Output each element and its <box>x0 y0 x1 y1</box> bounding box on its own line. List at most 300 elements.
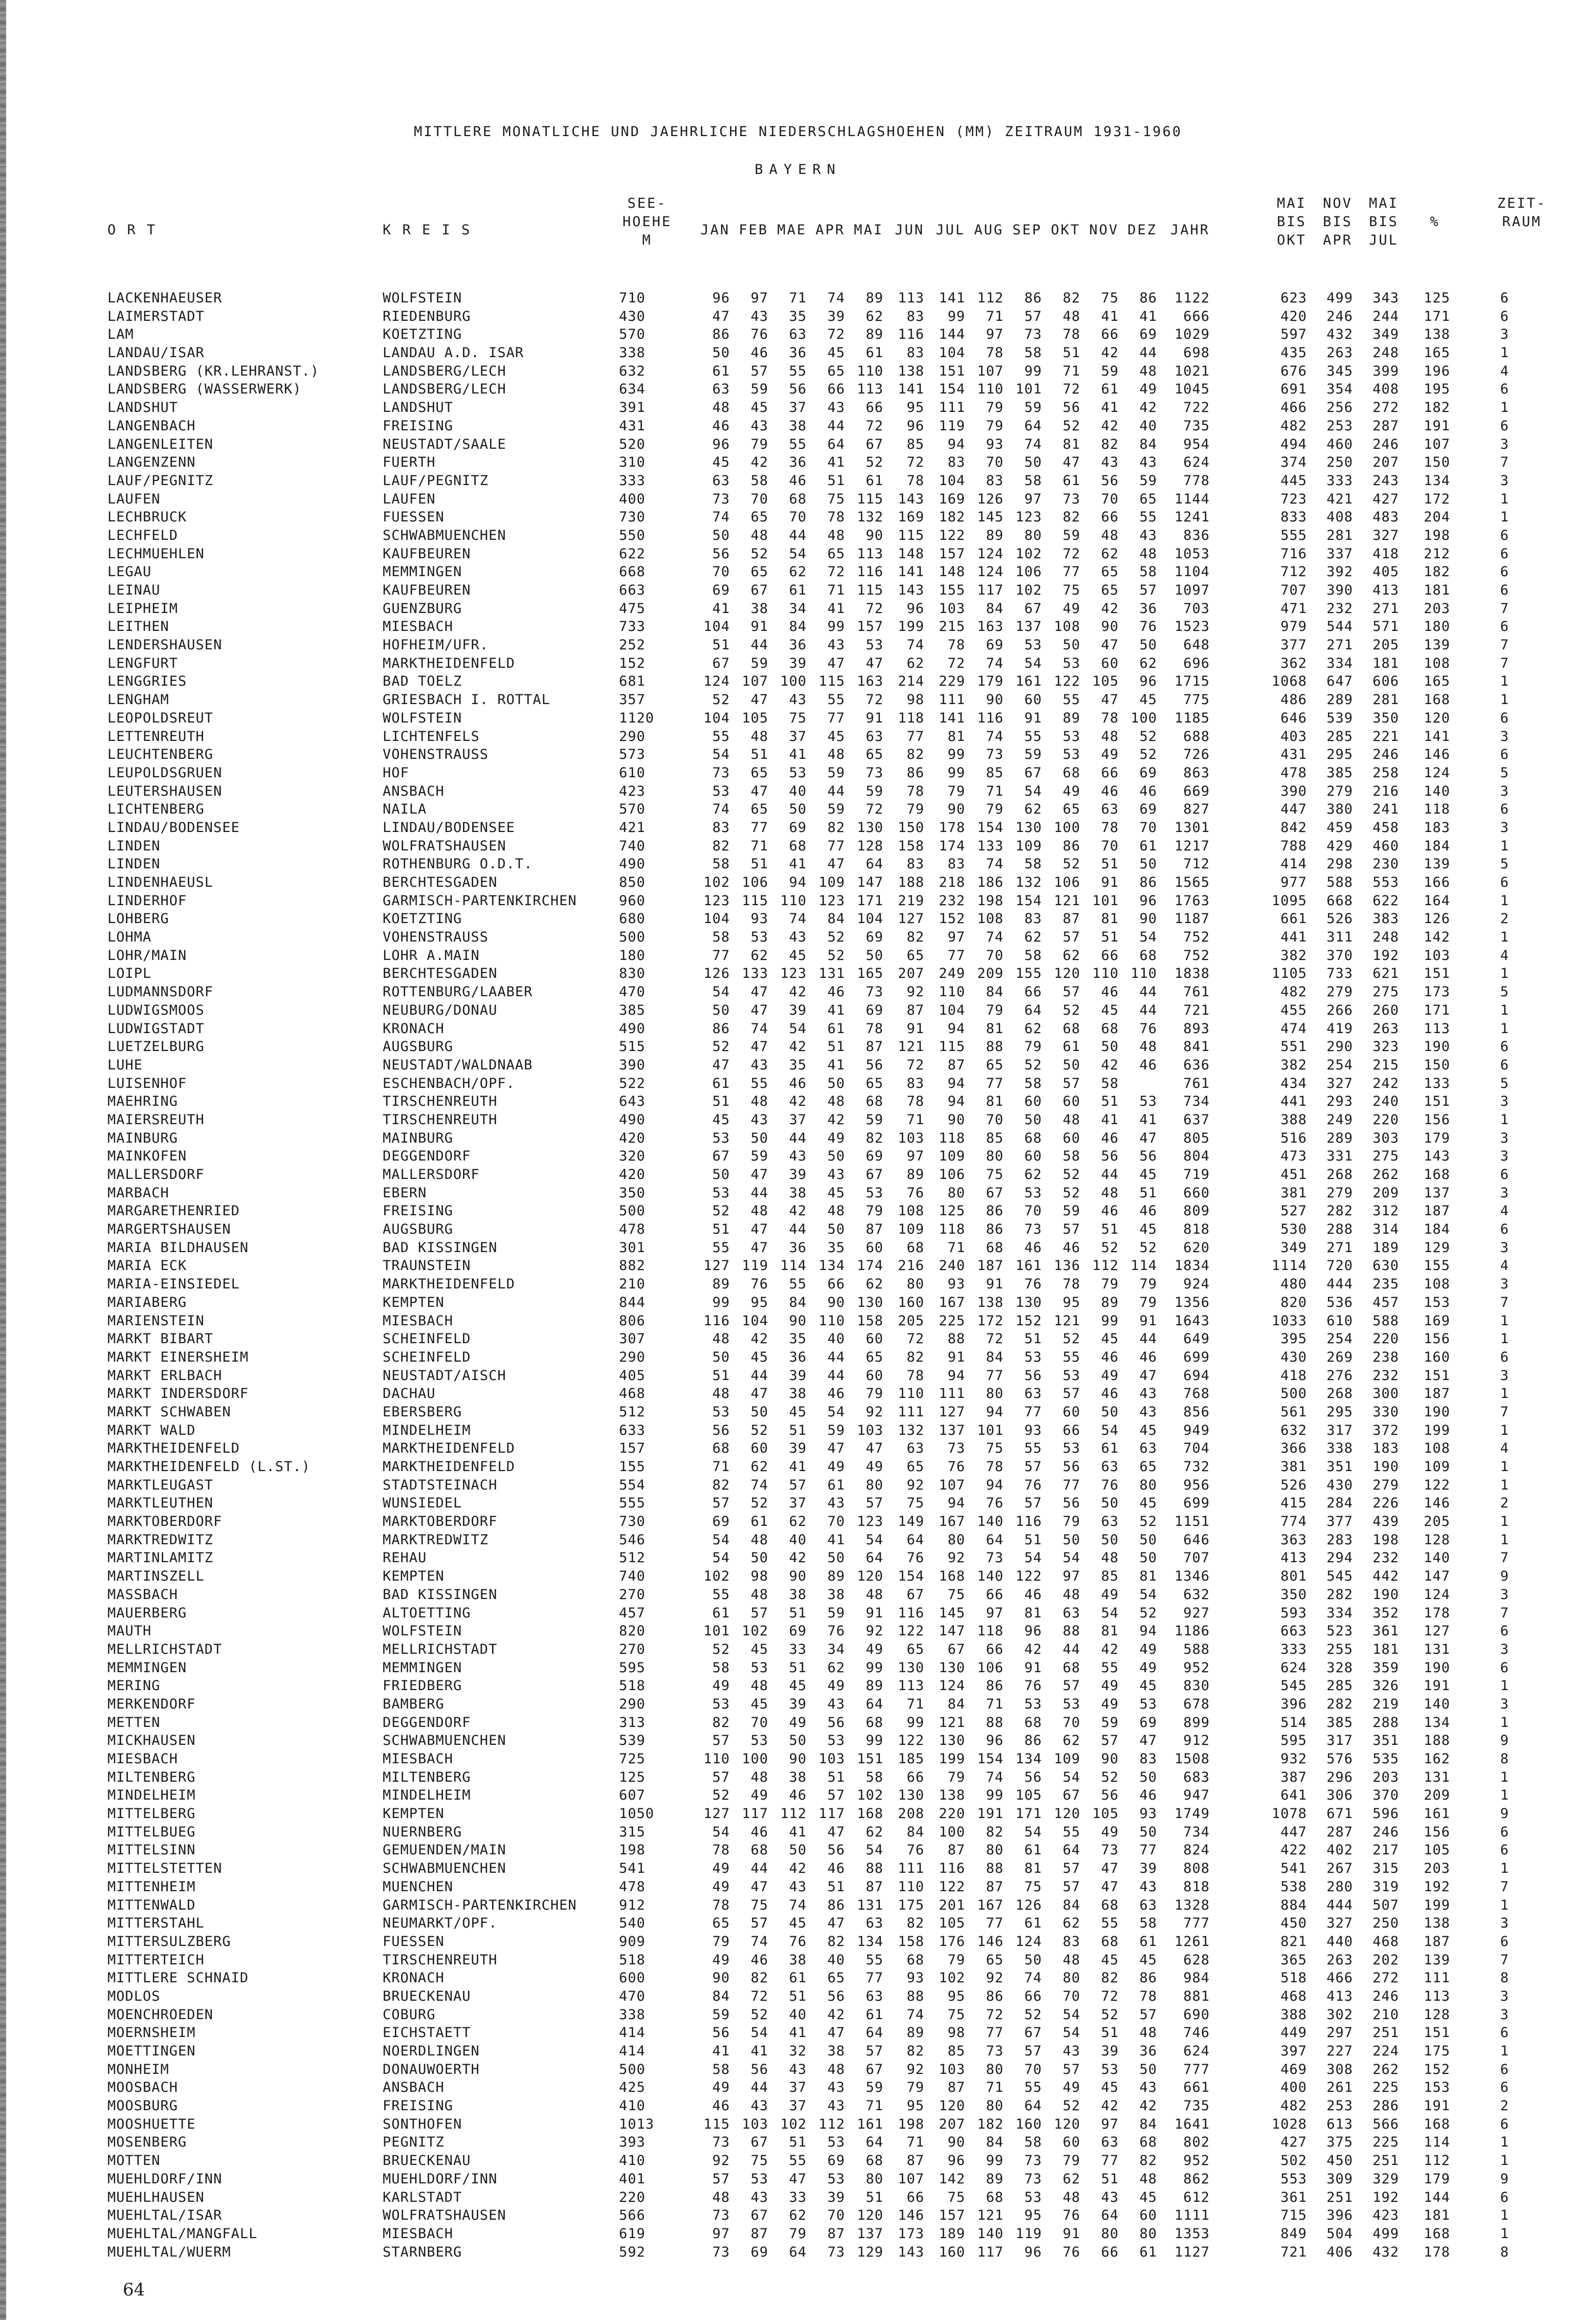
value-cell: 116 <box>1015 1514 1042 1530</box>
value-cell: 308 <box>1326 2061 1353 2077</box>
value-cell: 6 <box>1500 418 1509 434</box>
station-name: MARKT SCHWABEN <box>107 1404 231 1420</box>
value-cell: 4 <box>1500 1440 1509 1457</box>
value-cell: 191 <box>1424 1678 1450 1694</box>
value-cell: 41 <box>1139 308 1157 324</box>
value-cell: 250 <box>1326 454 1353 471</box>
value-cell: 45 <box>789 1404 807 1420</box>
value-cell: 418 <box>1280 1367 1307 1384</box>
station-name: MERING <box>107 1678 161 1694</box>
value-cell: 116 <box>977 710 1004 726</box>
value-cell: 79 <box>1139 1294 1157 1310</box>
value-cell: 62 <box>789 564 807 580</box>
value-cell: 694 <box>1183 1367 1210 1384</box>
value-cell: 60 <box>1101 655 1119 671</box>
value-cell: 70 <box>1101 491 1119 507</box>
value-cell: 178 <box>1424 1605 1450 1621</box>
elevation-value: 425 <box>619 2080 646 2096</box>
value-cell: 133 <box>1424 1075 1450 1091</box>
value-cell: 370 <box>1372 1787 1399 1804</box>
value-cell: 82 <box>986 1824 1004 1840</box>
value-cell: 55 <box>712 1586 730 1603</box>
elevation-value: 313 <box>619 1714 646 1731</box>
elevation-value: 475 <box>619 600 646 617</box>
value-cell: 70 <box>986 947 1004 964</box>
value-cell: 6 <box>1500 545 1509 562</box>
value-cell: 110 <box>1092 966 1119 982</box>
value-cell: 46 <box>789 472 807 489</box>
value-cell: 92 <box>986 1970 1004 1986</box>
value-cell: 43 <box>827 637 845 653</box>
table-row <box>0 928 1596 947</box>
value-cell: 1 <box>1500 2207 1509 2224</box>
district-name: NEUBURG/DONAU <box>383 1002 498 1018</box>
district-name: MUEHLDORF/INN <box>383 2171 498 2187</box>
value-cell: 9 <box>1500 1568 1509 1585</box>
value-cell: 51 <box>1101 2171 1119 2187</box>
value-cell: 53 <box>827 2134 845 2151</box>
value-cell: 82 <box>906 1915 924 1932</box>
value-cell: 168 <box>1424 692 1450 708</box>
value-cell: 56 <box>1101 1787 1119 1804</box>
value-cell: 65 <box>827 545 845 562</box>
table-row <box>0 344 1596 362</box>
value-cell: 73 <box>1024 326 1042 343</box>
value-cell: 58 <box>1024 1075 1042 1091</box>
value-cell: 115 <box>857 491 883 507</box>
value-cell: 671 <box>1326 1806 1353 1822</box>
value-cell: 89 <box>1062 710 1080 726</box>
value-cell: 86 <box>986 1203 1004 1219</box>
value-cell: 97 <box>947 929 965 946</box>
value-cell: 253 <box>1326 2098 1353 2114</box>
value-cell: 78 <box>906 1367 924 1384</box>
value-cell: 637 <box>1183 1111 1210 1128</box>
value-cell: 79 <box>947 783 965 799</box>
value-cell: 6 <box>1500 1167 1509 1183</box>
value-cell: 147 <box>939 1623 965 1639</box>
value-cell: 62 <box>866 1276 883 1293</box>
value-cell: 43 <box>1139 454 1157 471</box>
value-cell: 66 <box>906 2189 924 2205</box>
header-novapr-2: BIS <box>1323 214 1353 230</box>
header-month-jun: JUN <box>895 222 924 238</box>
value-cell: 92 <box>906 984 924 1000</box>
value-cell: 49 <box>827 1130 845 1146</box>
value-cell: 107 <box>1424 436 1450 452</box>
value-cell: 636 <box>1183 1057 1210 1073</box>
elevation-value: 315 <box>619 1824 646 1840</box>
value-cell: 89 <box>866 326 883 343</box>
value-cell: 64 <box>789 2244 807 2260</box>
station-name: MONHEIM <box>107 2061 169 2077</box>
value-cell: 54 <box>1024 1824 1042 1840</box>
value-cell: 46 <box>1101 1203 1119 1219</box>
elevation-value: 423 <box>619 783 646 799</box>
value-cell: 419 <box>1326 1020 1353 1037</box>
elevation-value: 844 <box>619 1294 646 1310</box>
value-cell: 131 <box>857 1897 883 1913</box>
value-cell: 38 <box>789 1952 807 1968</box>
value-cell: 187 <box>1424 1203 1450 1219</box>
value-cell: 71 <box>789 290 807 306</box>
table-row <box>0 1640 1596 1659</box>
value-cell: 54 <box>712 1550 730 1566</box>
value-cell: 80 <box>986 2061 1004 2077</box>
station-name: LAIMERSTADT <box>107 308 205 324</box>
value-cell: 67 <box>866 436 883 452</box>
value-cell: 77 <box>1062 564 1080 580</box>
value-cell: 98 <box>750 1568 768 1585</box>
value-cell: 68 <box>789 838 807 854</box>
district-name: KOETZTING <box>383 911 462 927</box>
value-cell: 202 <box>1372 1952 1399 1968</box>
value-cell: 430 <box>1326 1477 1353 1493</box>
value-cell: 67 <box>712 655 730 671</box>
value-cell: 70 <box>1062 1714 1080 1731</box>
value-cell: 58 <box>866 1769 883 1785</box>
value-cell: 447 <box>1280 801 1307 818</box>
value-cell: 38 <box>750 600 768 617</box>
header-ort: O R T <box>107 222 157 238</box>
header-month-mai: MAI <box>854 222 883 238</box>
value-cell: 50 <box>789 1733 807 1749</box>
value-cell: 68 <box>866 2153 883 2169</box>
value-cell: 535 <box>1372 1751 1399 1767</box>
value-cell: 49 <box>1062 783 1080 799</box>
value-cell: 48 <box>1139 363 1157 379</box>
value-cell: 676 <box>1280 363 1307 379</box>
value-cell: 75 <box>750 1897 768 1913</box>
value-cell: 56 <box>1062 400 1080 416</box>
value-cell: 48 <box>1139 1039 1157 1055</box>
value-cell: 64 <box>866 2025 883 2041</box>
value-cell: 113 <box>1424 1020 1450 1037</box>
value-cell: 641 <box>1280 1787 1307 1804</box>
value-cell: 118 <box>939 1130 965 1146</box>
value-cell: 108 <box>1424 1440 1450 1457</box>
value-cell: 89 <box>866 1678 883 1694</box>
district-name: MEMMINGEN <box>383 564 462 580</box>
value-cell: 59 <box>1062 1203 1080 1219</box>
value-cell: 140 <box>977 1514 1004 1530</box>
value-cell: 74 <box>906 637 924 653</box>
value-cell: 88 <box>986 1861 1004 1877</box>
value-cell: 309 <box>1326 2171 1353 2187</box>
value-cell: 138 <box>1424 1915 1450 1932</box>
value-cell: 108 <box>898 1203 924 1219</box>
value-cell: 87 <box>866 1878 883 1895</box>
value-cell: 7 <box>1500 1605 1509 1621</box>
value-cell: 190 <box>1372 1459 1399 1475</box>
value-cell: 50 <box>1139 856 1157 872</box>
value-cell: 55 <box>712 1239 730 1256</box>
value-cell: 836 <box>1183 527 1210 543</box>
value-cell: 154 <box>1015 892 1042 909</box>
value-cell: 69 <box>750 2244 768 2260</box>
value-cell: 39 <box>1139 1861 1157 1877</box>
district-name: VOHENSTRAUSS <box>383 929 489 946</box>
value-cell: 60 <box>1139 2207 1157 2224</box>
value-cell: 1 <box>1500 345 1509 361</box>
value-cell: 58 <box>712 929 730 946</box>
value-cell: 83 <box>1062 1933 1080 1950</box>
district-name: ROTHENBURG O.D.T. <box>383 856 533 872</box>
elevation-value: 270 <box>619 1641 646 1657</box>
value-cell: 88 <box>986 1714 1004 1731</box>
value-cell: 432 <box>1326 326 1353 343</box>
value-cell: 285 <box>1326 1678 1353 1694</box>
value-cell: 3 <box>1500 1148 1509 1165</box>
value-cell: 78 <box>1062 1276 1080 1293</box>
value-cell: 75 <box>1101 290 1119 306</box>
value-cell: 41 <box>789 2025 807 2041</box>
value-cell: 53 <box>750 1733 768 1749</box>
value-cell: 403 <box>1280 728 1307 745</box>
value-cell: 148 <box>898 545 924 562</box>
value-cell: 41 <box>750 2043 768 2059</box>
table-row <box>0 2078 1596 2097</box>
value-cell: 97 <box>986 326 1004 343</box>
value-cell: 41 <box>789 856 807 872</box>
value-cell: 63 <box>1062 1605 1080 1621</box>
table-row <box>0 1768 1596 1787</box>
value-cell: 104 <box>857 911 883 927</box>
value-cell: 123 <box>818 892 845 909</box>
value-cell: 110 <box>1130 966 1157 982</box>
value-cell: 180 <box>1424 619 1450 635</box>
value-cell: 78 <box>906 783 924 799</box>
value-cell: 44 <box>1139 345 1157 361</box>
value-cell: 64 <box>1024 1002 1042 1018</box>
station-name: LINDERHOF <box>107 892 187 909</box>
value-cell: 56 <box>1024 1367 1042 1384</box>
value-cell: 6 <box>1500 1842 1509 1858</box>
value-cell: 86 <box>986 1988 1004 2004</box>
station-name: LANGENLEITEN <box>107 436 214 452</box>
value-cell: 104 <box>742 1312 768 1329</box>
value-cell: 721 <box>1280 2244 1307 2260</box>
value-cell: 1217 <box>1174 838 1210 854</box>
value-cell: 41 <box>827 1002 845 1018</box>
value-cell: 761 <box>1183 984 1210 1000</box>
value-cell: 50 <box>1101 1404 1119 1420</box>
value-cell: 145 <box>977 509 1004 526</box>
value-cell: 352 <box>1372 1605 1399 1621</box>
value-cell: 105 <box>1015 1787 1042 1804</box>
value-cell: 188 <box>898 874 924 890</box>
value-cell: 81 <box>986 1020 1004 1037</box>
station-name: LINDEN <box>107 838 161 854</box>
value-cell: 78 <box>986 345 1004 361</box>
value-cell: 733 <box>1326 966 1353 982</box>
elevation-value: 663 <box>619 582 646 598</box>
station-name: MAEHRING <box>107 1093 179 1110</box>
value-cell: 72 <box>1062 381 1080 398</box>
value-cell: 81 <box>1101 911 1119 927</box>
value-cell: 43 <box>789 1148 807 1165</box>
value-cell: 58 <box>750 472 768 489</box>
value-cell: 52 <box>750 1422 768 1438</box>
value-cell: 86 <box>1139 290 1157 306</box>
value-cell: 275 <box>1372 1148 1399 1165</box>
value-cell: 6 <box>1500 1623 1509 1639</box>
value-cell: 57 <box>712 1495 730 1512</box>
value-cell: 4 <box>1500 947 1509 964</box>
value-cell: 76 <box>906 1550 924 1566</box>
value-cell: 63 <box>712 381 730 398</box>
value-cell: 77 <box>1024 1404 1042 1420</box>
station-name: MAUTH <box>107 1623 152 1639</box>
value-cell: 63 <box>1101 1459 1119 1475</box>
table-row <box>0 1056 1596 1075</box>
value-cell: 191 <box>1424 418 1450 434</box>
station-name: MARKTREDWITZ <box>107 1531 214 1548</box>
value-cell: 38 <box>789 1386 807 1402</box>
value-cell: 43 <box>750 1057 768 1073</box>
value-cell: 41 <box>789 1459 807 1475</box>
value-cell: 68 <box>789 491 807 507</box>
value-cell: 88 <box>947 1331 965 1347</box>
value-cell: 94 <box>986 1477 1004 1493</box>
value-cell: 110 <box>857 363 883 379</box>
elevation-value: 385 <box>619 1002 646 1018</box>
value-cell: 61 <box>1062 1039 1080 1055</box>
value-cell: 43 <box>750 418 768 434</box>
district-name: RIEDENBURG <box>383 308 471 324</box>
value-cell: 79 <box>947 1769 965 1785</box>
value-cell: 45 <box>789 1915 807 1932</box>
value-cell: 719 <box>1183 1167 1210 1183</box>
value-cell: 65 <box>827 363 845 379</box>
station-name: MILTENBERG <box>107 1769 196 1785</box>
value-cell: 117 <box>818 1806 845 1822</box>
station-name: MASSBACH <box>107 1586 179 1603</box>
value-cell: 130 <box>1015 819 1042 836</box>
value-cell: 54 <box>1062 2006 1080 2023</box>
value-cell: 248 <box>1372 929 1399 946</box>
district-name: TRAUNSTEIN <box>383 1258 471 1274</box>
value-cell: 62 <box>906 655 924 671</box>
value-cell: 78 <box>1101 819 1119 836</box>
value-cell: 455 <box>1280 1002 1307 1018</box>
station-name: MARGERTSHAUSEN <box>107 1221 231 1238</box>
district-name: LICHTENFELS <box>383 728 480 745</box>
value-cell: 96 <box>712 436 730 452</box>
value-cell: 56 <box>789 381 807 398</box>
value-cell: 696 <box>1183 655 1210 671</box>
value-cell: 65 <box>986 1057 1004 1073</box>
value-cell: 46 <box>712 418 730 434</box>
value-cell: 74 <box>906 2006 924 2023</box>
value-cell: 165 <box>857 966 883 982</box>
value-cell: 59 <box>750 1148 768 1165</box>
value-cell: 334 <box>1326 1605 1353 1621</box>
table-row <box>0 453 1596 472</box>
district-name: NEUSTADT/SAALE <box>383 436 506 452</box>
elevation-value: 806 <box>619 1312 646 1329</box>
value-cell: 171 <box>1424 1002 1450 1018</box>
value-cell: 87 <box>947 2080 965 2096</box>
value-cell: 899 <box>1183 1714 1210 1731</box>
elevation-value: 512 <box>619 1550 646 1566</box>
value-cell: 293 <box>1326 1093 1353 1110</box>
value-cell: 268 <box>1326 1386 1353 1402</box>
value-cell: 1 <box>1500 491 1509 507</box>
table-row <box>0 362 1596 381</box>
value-cell: 48 <box>827 2061 845 2077</box>
value-cell: 74 <box>750 1477 768 1493</box>
value-cell: 81 <box>1101 1623 1119 1639</box>
value-cell: 44 <box>827 1349 845 1365</box>
value-cell: 445 <box>1280 472 1307 489</box>
value-cell: 624 <box>1280 1659 1307 1676</box>
value-cell: 272 <box>1372 400 1399 416</box>
station-name: MUEHLDORF/INN <box>107 2171 223 2187</box>
value-cell: 3 <box>1500 1093 1509 1110</box>
value-cell: 48 <box>866 1586 883 1603</box>
value-cell: 168 <box>1424 2225 1450 2242</box>
value-cell: 45 <box>1101 1331 1119 1347</box>
value-cell: 48 <box>1101 728 1119 745</box>
station-name: MITTENWALD <box>107 1897 196 1913</box>
value-cell: 8 <box>1500 2244 1509 2260</box>
value-cell: 42 <box>750 454 768 471</box>
value-cell: 628 <box>1183 1952 1210 1968</box>
value-cell: 218 <box>939 874 965 890</box>
value-cell: 84 <box>827 911 845 927</box>
elevation-value: 180 <box>619 947 646 964</box>
value-cell: 78 <box>712 1842 730 1858</box>
value-cell: 139 <box>1424 637 1450 653</box>
value-cell: 79 <box>866 1386 883 1402</box>
value-cell: 52 <box>1062 856 1080 872</box>
value-cell: 47 <box>750 984 768 1000</box>
value-cell: 54 <box>750 2025 768 2041</box>
value-cell: 43 <box>789 692 807 708</box>
value-cell: 459 <box>1326 819 1353 836</box>
value-cell: 58 <box>1139 1915 1157 1932</box>
value-cell: 38 <box>789 418 807 434</box>
value-cell: 91 <box>866 710 883 726</box>
value-cell: 51 <box>866 2189 883 2205</box>
station-name: LETTENREUTH <box>107 728 205 745</box>
value-cell: 39 <box>789 1440 807 1457</box>
value-cell: 124 <box>1015 1933 1042 1950</box>
value-cell: 225 <box>939 1312 965 1329</box>
table-row <box>0 709 1596 728</box>
value-cell: 70 <box>1024 2061 1042 2077</box>
table-row <box>0 819 1596 837</box>
station-name: LEUCHTENBERG <box>107 747 214 763</box>
district-name: LINDAU/BODENSEE <box>383 819 515 836</box>
value-cell: 70 <box>1101 838 1119 854</box>
value-cell: 949 <box>1183 1422 1210 1438</box>
value-cell: 1186 <box>1174 1623 1210 1639</box>
value-cell: 45 <box>1139 692 1157 708</box>
value-cell: 41 <box>712 600 730 617</box>
value-cell: 114 <box>780 1258 807 1274</box>
value-cell: 47 <box>1139 1733 1157 1749</box>
value-cell: 85 <box>1101 1568 1119 1585</box>
value-cell: 99 <box>947 764 965 781</box>
value-cell: 181 <box>1372 655 1399 671</box>
value-cell: 41 <box>1101 1111 1119 1128</box>
value-cell: 82 <box>906 1349 924 1365</box>
value-cell: 50 <box>1024 1111 1042 1128</box>
header-month-jahr: JAHR <box>1170 222 1210 238</box>
value-cell: 382 <box>1280 947 1307 964</box>
